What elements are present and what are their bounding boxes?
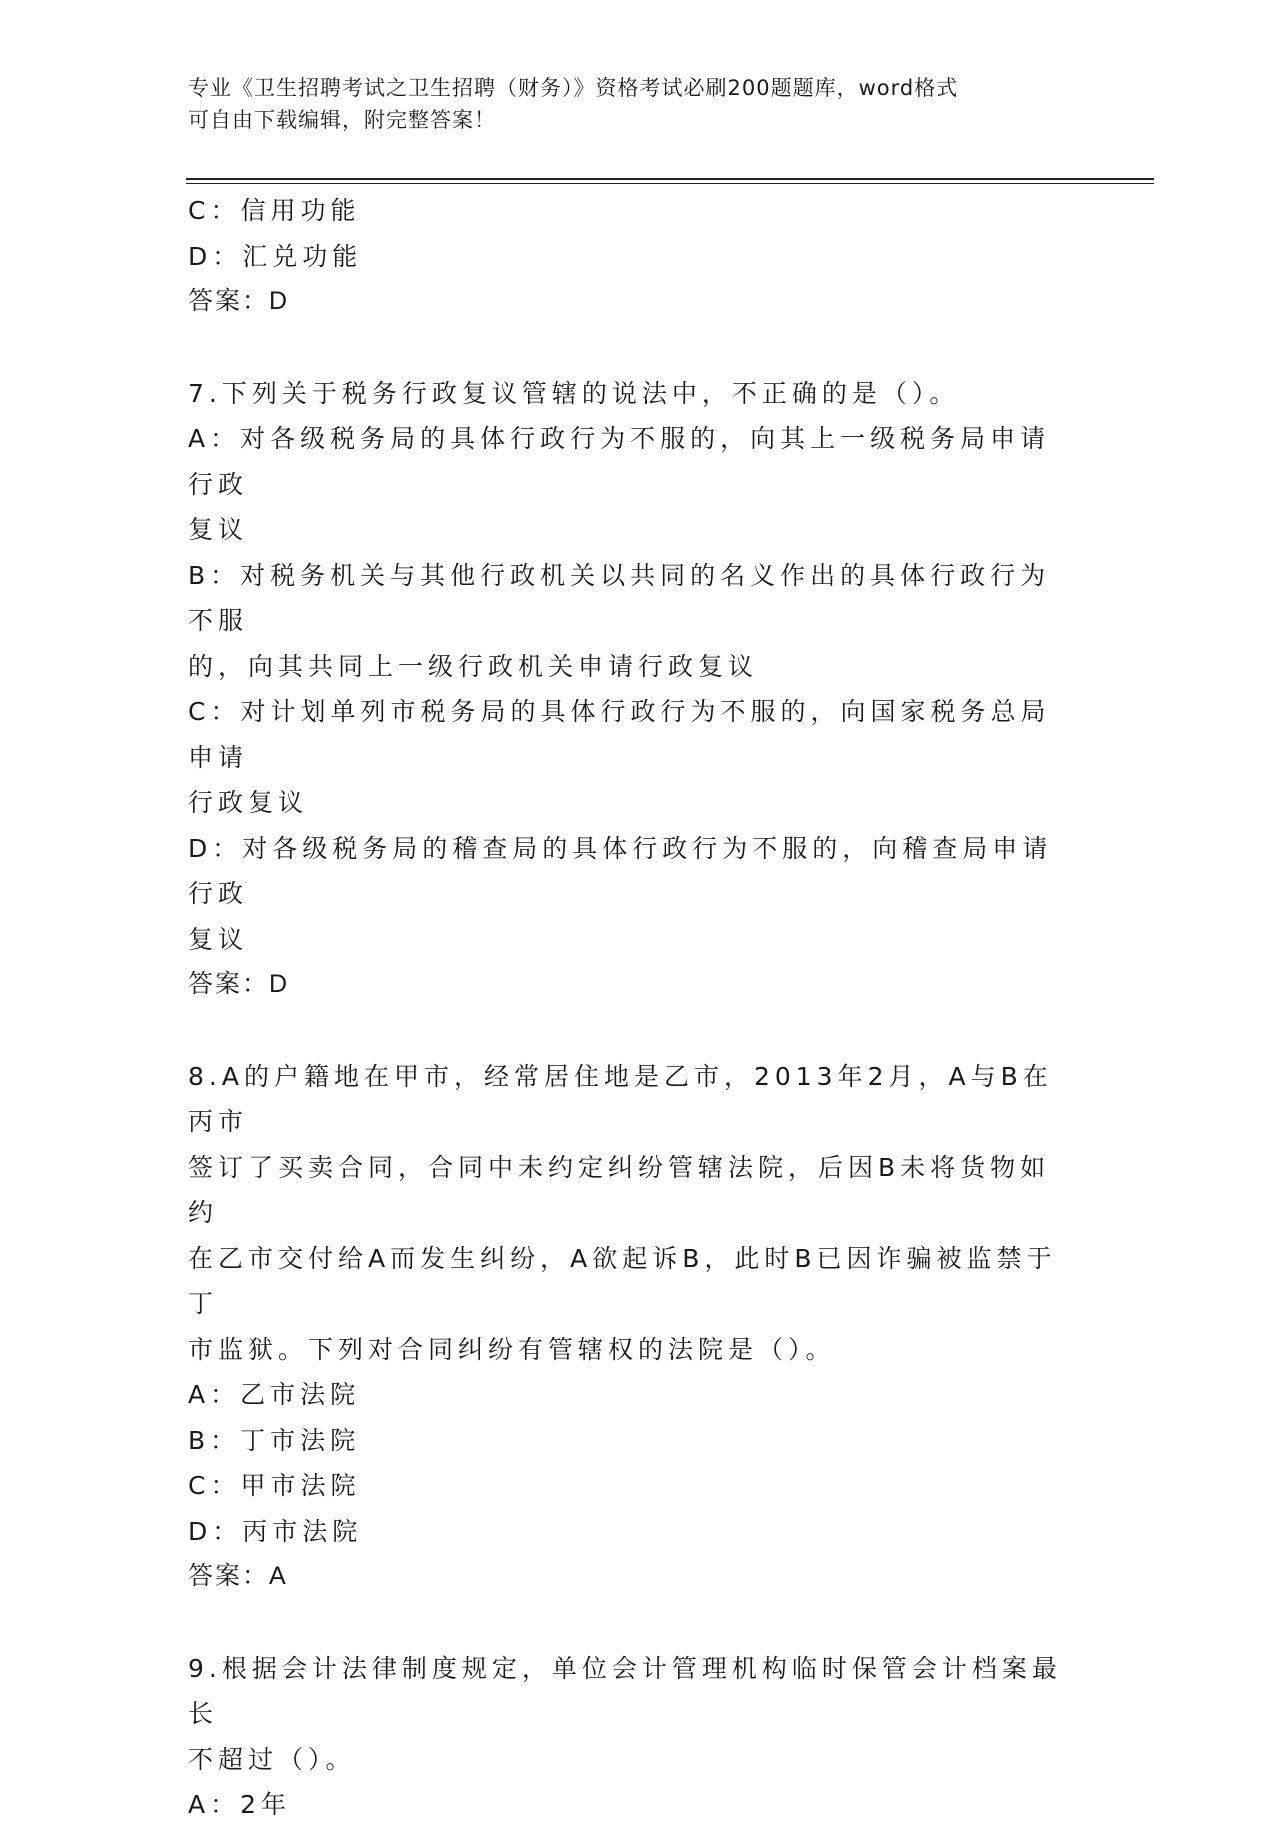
question-stem-line-1: 9.根据会计法律制度规定，单位会计管理机构临时保管会计档案最长	[188, 1653, 1062, 1728]
question-8	[188, 1054, 1078, 1600]
option-c: C：甲市法院	[188, 1471, 361, 1500]
option-c: C：对计划单列市税务局的具体行政行为不服的，向国家税务总局申请	[188, 697, 1051, 772]
header-divider-thin	[186, 183, 1154, 184]
spacer	[188, 1008, 1078, 1054]
option-d: D：对各级税务局的稽查局的具体行政行为不服的，向稽查局申请行政	[188, 833, 1053, 908]
page-header	[188, 72, 1068, 136]
option-d: D：丙市法院	[188, 1516, 363, 1546]
question-stem-line-3: 在乙市交付给A而发生纠纷，A欲起诉B，此时B已因诈骗被监禁于丁	[188, 1243, 1057, 1318]
document-body	[188, 188, 1078, 1828]
header-divider	[186, 178, 1154, 180]
option-b-continued: 的，向其共同上一级行政机关申请行政复议	[188, 651, 759, 681]
question-stem: 7.下列关于税务行政复议管辖的说法中，不正确的是（）。	[188, 378, 960, 408]
option-d: D：汇兑功能	[188, 241, 363, 271]
option-b: B：丁市法院	[188, 1425, 361, 1455]
question-9	[188, 1646, 1078, 1828]
question-stem-line-4: 市监狱。下列对合同纠纷有管辖权的法院是（）。	[188, 1334, 836, 1364]
option-a: A：乙市法院	[188, 1380, 361, 1409]
question-stem-line-2: 不超过（）。	[188, 1744, 356, 1774]
question-7	[188, 371, 1078, 1008]
question-stem-line-1: 8.A的户籍地在甲市，经常居住地是乙市，2013年2月，A与B在丙市	[188, 1061, 1053, 1136]
question-stem-line-2: 签订了买卖合同，合同中未约定纠纷管辖法院，后因B未将货物如约	[188, 1152, 1051, 1227]
answer-label: 答案：A	[188, 1562, 288, 1590]
option-c: C：信用功能	[188, 196, 361, 225]
option-a: A：2年	[188, 1790, 292, 1819]
header-title-line-2: 可自由下载编辑，附完整答案！	[188, 108, 496, 132]
question-6-continued	[188, 188, 1078, 325]
option-b: B：对税务机关与其他行政机关以共同的名义作出的具体行政行为不服	[188, 560, 1051, 635]
option-c-continued: 行政复议	[188, 788, 309, 817]
option-a: A：对各级税务局的具体行政行为不服的，向其上一级税务局申请行政	[188, 424, 1051, 499]
option-d-continued: 复议	[188, 924, 249, 954]
answer-label: 答案：D	[188, 287, 290, 315]
answer-label: 答案：D	[188, 970, 290, 998]
spacer	[188, 325, 1078, 371]
spacer	[188, 1600, 1078, 1646]
option-a-continued: 复议	[188, 515, 249, 544]
header-title-line-1: 专业《卫生招聘考试之卫生招聘（财务）》资格考试必刷200题题库，word格式	[188, 76, 959, 100]
